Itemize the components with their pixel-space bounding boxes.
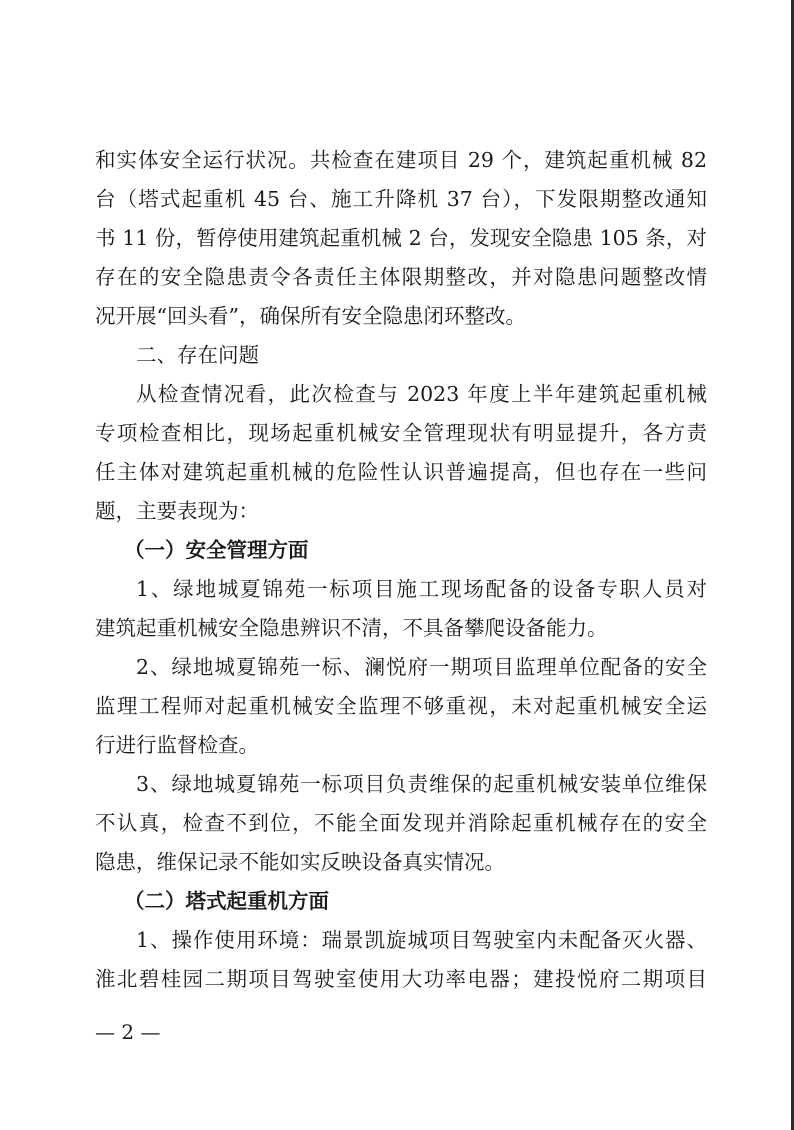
section-heading: 二、存在问题 [136,343,259,367]
body-text-line: 任主体对建筑起重机械的危险性认识普遍提高，但也存在一些问 [95,460,707,484]
body-text-line: 不认真，检查不到位，不能全面发现并消除起重机械存在的安全 [95,811,707,835]
body-text-line: 行进行监督检查。 [95,733,259,757]
body-text-line: 隐患，维保记录不能如实反映设备真实情况。 [95,850,505,874]
subsection-heading: （一）安全管理方面 [124,538,309,562]
page-number: — 2 — [95,1020,161,1044]
body-text-line: 从检查情况看，此次检查与 2023 年度上半年建筑起重机械 [136,382,707,406]
body-text-line: 书 11 份，暂停使用建筑起重机械 2 台，发现安全隐患 105 条，对 [95,226,707,250]
body-text-line: 2、绿地城夏锦苑一标、澜悦府一期项目监理单位配备的安全 [136,655,707,679]
body-text-line: 建筑起重机械安全隐患辨识不清，不具备攀爬设备能力。 [95,616,608,640]
body-text-line: 存在的安全隐患责令各责任主体限期整改，并对隐患问题整改情 [95,265,707,289]
body-text-line: 淮北碧桂园二期项目驾驶室使用大功率电器；建投悦府二期项目 [95,967,707,991]
body-text-line: 台（塔式起重机 45 台、施工升降机 37 台），下发限期整改通知 [95,187,707,211]
body-text-line: 1、操作使用环境：瑞景凯旋城项目驾驶室内未配备灭火器、 [136,928,707,952]
body-text-line: 3、绿地城夏锦苑一标项目负责维保的起重机械安装单位维保 [136,772,707,796]
body-text-line: 和实体安全运行状况。共检查在建项目 29 个，建筑起重机械 82 [95,148,707,172]
subsection-heading: （二）塔式起重机方面 [124,889,329,913]
body-text-line: 题，主要表现为： [95,499,259,523]
body-text-line: 况开展“回头看”，确保所有安全隐患闭环整改。 [95,304,526,328]
body-text-line: 专项检查相比，现场起重机械安全管理现状有明显提升，各方责 [95,421,707,445]
body-text-line: 监理工程师对起重机械安全监理不够重视，未对起重机械安全运 [95,694,707,718]
body-text-line: 1、绿地城夏锦苑一标项目施工现场配备的设备专职人员对 [136,577,707,601]
